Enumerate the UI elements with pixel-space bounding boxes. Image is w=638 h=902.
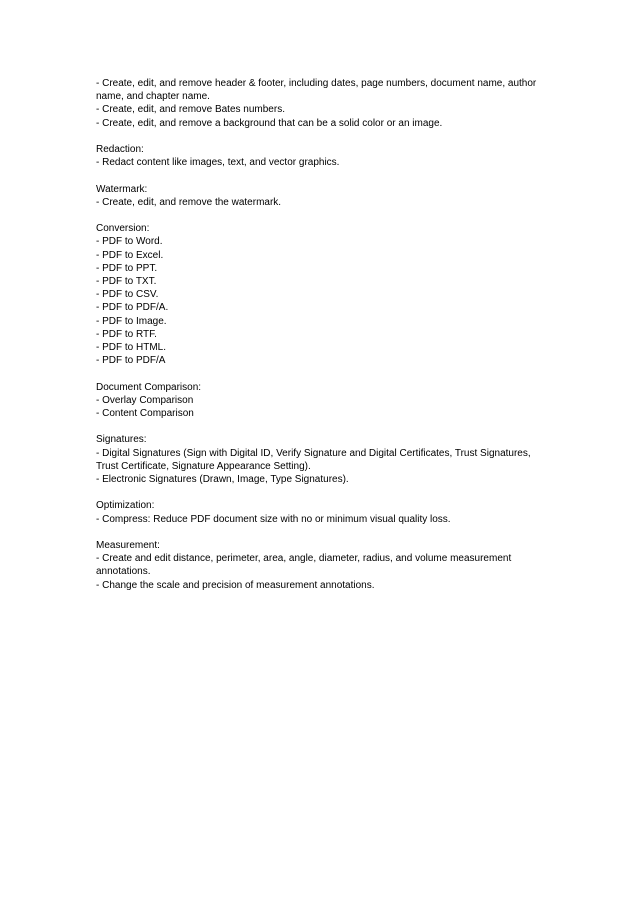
section-line: - Create, edit, and remove the watermark. — [96, 196, 282, 208]
section-heading: Signatures: — [96, 434, 147, 446]
section-line: - PDF to Word. — [96, 236, 163, 248]
section-heading: Watermark: — [96, 183, 148, 195]
section-signatures — [96, 433, 546, 486]
section-line: - Create, edit, and remove header & footer, including dates, page numbers, document name, author name, and chapter name. — [96, 78, 537, 103]
section-redaction — [96, 143, 546, 169]
section-line: - Overlay Comparison — [96, 394, 194, 406]
section-line: - PDF to PDF/A. — [96, 302, 169, 314]
section-header-footer — [96, 77, 546, 130]
section-line: - Content Comparison — [96, 408, 194, 420]
section-line: - Create, edit, and remove Bates numbers. — [96, 104, 285, 116]
section-line: - PDF to PPT. — [96, 262, 158, 274]
section-line: - PDF to RTF. — [96, 328, 157, 340]
section-line: - Compress: Reduce PDF document size with no or minimum visual quality loss. — [96, 513, 451, 525]
section-line: - PDF to CSV. — [96, 289, 159, 301]
section-line: - Change the scale and precision of measurement annotations. — [96, 579, 375, 591]
section-line: - PDF to Image. — [96, 315, 167, 327]
section-heading: Conversion: — [96, 223, 150, 235]
section-heading: Optimization: — [96, 500, 155, 512]
section-line: - Electronic Signatures (Drawn, Image, Type Signatures). — [96, 474, 349, 486]
section-measurement — [96, 539, 546, 592]
section-line: - PDF to TXT. — [96, 276, 157, 287]
section-document-comparison — [96, 381, 546, 421]
section-line: - PDF to PDF/A — [96, 355, 166, 367]
section-line: - PDF to HTML. — [96, 342, 167, 354]
section-line: - Digital Signatures (Sign with Digital ID, Verify Signature and Digital Certificates, Trust Signatures, Trust Certificate, Signature Appearance Setting). — [96, 447, 531, 472]
section-watermark — [96, 183, 546, 209]
section-heading: Measurement: — [96, 540, 160, 551]
section-heading: Redaction: — [96, 144, 144, 155]
section-line: - Create, edit, and remove a background that can be a solid color or an image. — [96, 117, 443, 129]
section-line: - Create and edit distance, perimeter, area, angle, diameter, radius, and volume measurement annotations. — [96, 553, 512, 578]
section-conversion — [96, 222, 546, 367]
section-heading: Document Comparison: — [96, 381, 202, 393]
document-body — [96, 77, 546, 605]
section-line: - Redact content like images, text, and vector graphics. — [96, 157, 340, 169]
section-line: - PDF to Excel. — [96, 249, 164, 261]
section-optimization — [96, 499, 546, 525]
